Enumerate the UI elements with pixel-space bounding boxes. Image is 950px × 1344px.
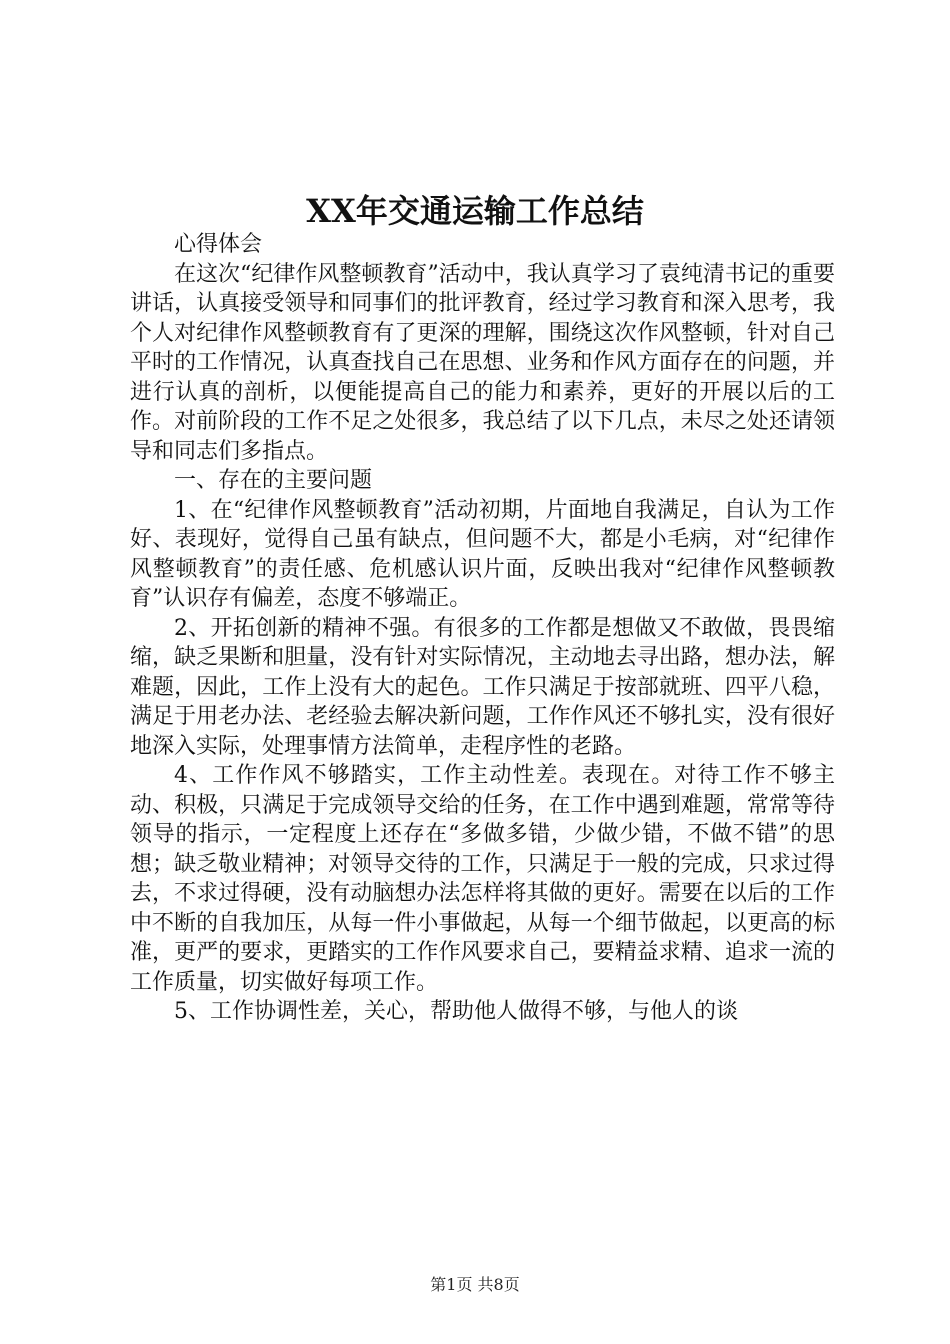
document-title: XX年交通运输工作总结 [306,192,644,230]
document-body [130,230,835,1027]
paragraph-item-2: 2、开拓创新的精神不强。有很多的工作都是想做又不敢做，畏畏缩缩，缺乏果断和胆量，没有针对实际情况，主动地去寻出路，想办法，解难题，因此，工作上没有大的起色。工作只满足于按部就班、四平八稳，满足于用老办法、老经验去解决新问题，工作作风还不够扎实，没有很好地深入实际，处理事情方法简单，走程序性的老路。 [130,615,835,759]
paragraph-intro: 在这次“纪律作风整顿教育”活动中，我认真学习了袁纯清书记的重要讲话，认真接受领导和同事们的批评教育，经过学习教育和深入思考，我个人对纪律作风整顿教育有了更深的理解，围绕这次作风整顿，针对自己平时的工作情况，认真查找自己在思想、业务和作风方面存在的问题，并进行认真的剖析，以便能提高自己的能力和素养，更好的开展以后的工作。对前阶段的工作不足之处很多，我总结了以下几点，未尽之处还请领导和同志们多指点。 [130,261,835,464]
paragraph-item-1: 1、在“纪律作风整顿教育”活动初期，片面地自我满足，自认为工作好、表现好，觉得自己虽有缺点，但问题不大，都是小毛病，对“纪律作风整顿教育”的责任感、危机感认识片面，反映出我对“纪律作风整顿教育”认识存有偏差，态度不够端正。 [130,497,835,611]
paragraph-heading-xinde: 心得体会 [174,232,263,257]
paragraph-item-4: 4、工作作风不够踏实，工作主动性差。表现在。对待工作不够主动、积极，只满足于完成领导交给的任务，在工作中遇到难题，常常等待领导的指示，一定程度上还存在“多做多错，少做少错，不做不错”的思想；缺乏敬业精神；对领导交待的工作，只满足于一般的完成，只求过得去，不求过得硬，没有动脑想办法怎样将其做的更好。需要在以后的工作中不断的自我加压，从每一件小事做起，从每一个细节做起，以更高的标准，更严的要求，更踏实的工作作风要求自己，要精益求精、追求一流的工作质量，切实做好每项工作。 [130,763,835,995]
paragraph-item-5: 5、工作协调性差，关心，帮助他人做得不够，与他人的谈 [174,999,738,1024]
page-footer: 第1页 共8页 [430,1275,520,1294]
section-heading-problems: 一、存在的主要问题 [174,468,373,493]
